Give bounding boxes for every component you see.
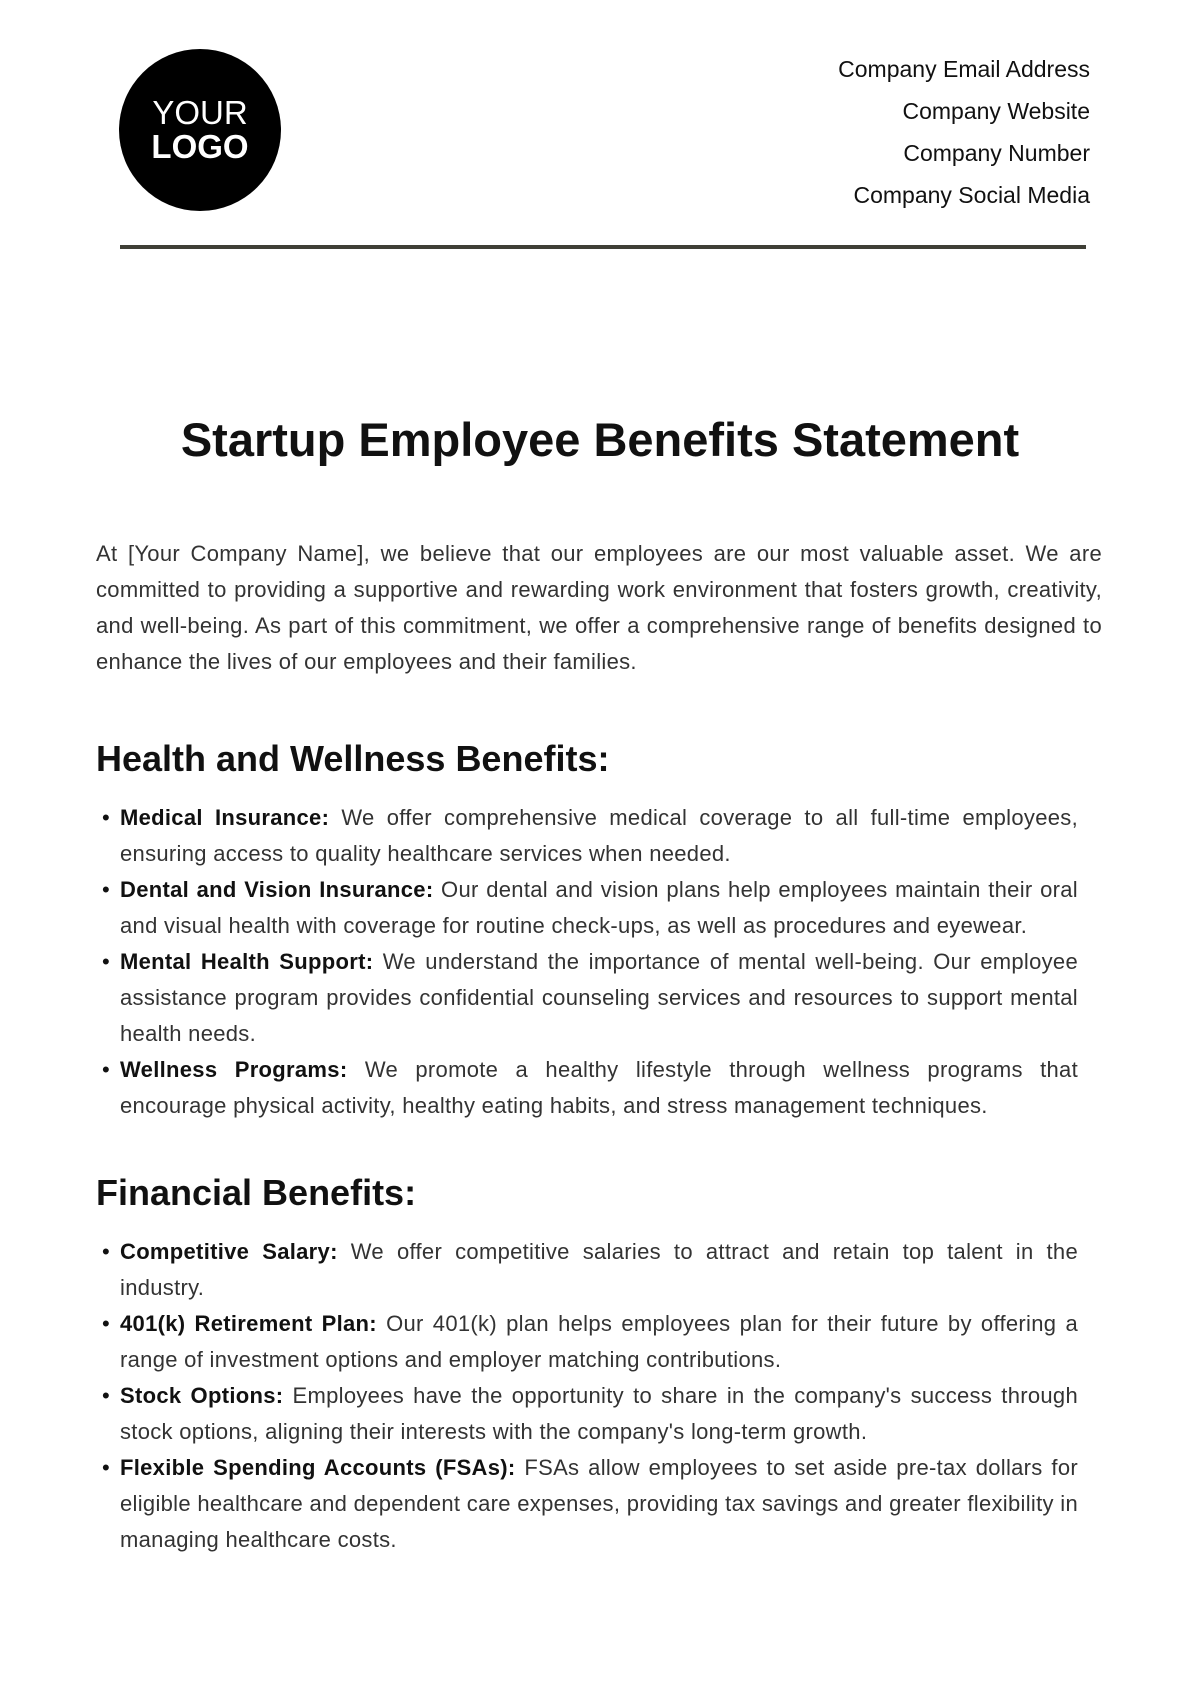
- document-title: Startup Employee Benefits Statement: [180, 413, 1020, 466]
- list-item: [120, 944, 1078, 1052]
- section-heading-financial: Financial Benefits:: [96, 1172, 417, 1213]
- benefit-description: Employees have the opportunity to share in the company's success through stock options, aligning their interests with the company's long-term growth.: [120, 1383, 1078, 1444]
- benefit-label: Medical Insurance:: [120, 805, 330, 830]
- company-website: Company Website: [902, 98, 1090, 124]
- benefit-description: Our dental and vision plans help employees maintain their oral and visual health with coverage for routine check-ups, as well as procedures and eyewear.: [120, 877, 1078, 938]
- section-heading-health: Health and Wellness Benefits:: [96, 738, 610, 779]
- benefit-label: Dental and Vision Insurance:: [120, 877, 434, 902]
- company-social-media: Company Social Media: [853, 182, 1090, 208]
- document-body: [96, 536, 1102, 1558]
- list-item: [120, 1378, 1078, 1450]
- list-item: [120, 800, 1078, 872]
- benefit-label: 401(k) Retirement Plan:: [120, 1311, 377, 1336]
- logo-text-your: YOUR: [152, 94, 248, 131]
- company-contact-block: [838, 53, 1090, 221]
- intro-paragraph: At [Your Company Name], we believe that our employees are our most valuable asset. We are committed to providing a supportive and rewarding work environment that fosters growth, creativity, and well-being. As part of this commitment, we offer a comprehensive range of benefits designed to enhance the lives of our employees and their families.: [96, 541, 1102, 674]
- benefit-description: FSAs allow employees to set aside pre-tax dollars for eligible healthcare and dependent care expenses, providing tax savings and greater flexibility in managing healthcare costs.: [120, 1455, 1079, 1552]
- company-logo: [119, 49, 281, 211]
- benefit-label: Flexible Spending Accounts (FSAs):: [120, 1455, 516, 1480]
- company-email: Company Email Address: [838, 56, 1090, 82]
- benefit-description: Our 401(k) plan helps employees plan for their future by offering a range of investment options and employer matching contributions.: [120, 1311, 1078, 1372]
- benefit-description: We offer competitive salaries to attract and retain top talent in the industry.: [120, 1239, 1078, 1300]
- benefit-label: Competitive Salary:: [120, 1239, 338, 1264]
- benefit-label: Mental Health Support:: [120, 949, 374, 974]
- company-number: Company Number: [903, 140, 1090, 166]
- header-divider: [120, 245, 1086, 249]
- list-item: [120, 872, 1078, 944]
- benefit-description: We understand the importance of mental well-being. Our employee assistance program provides confidential counseling services and resources to support mental health needs.: [120, 949, 1078, 1046]
- benefit-description: We offer comprehensive medical coverage to all full-time employees, ensuring access to quality healthcare services when needed.: [120, 805, 1078, 866]
- health-benefits-list: [96, 800, 1078, 1124]
- list-item: [120, 1234, 1078, 1306]
- benefit-label: Stock Options:: [120, 1383, 284, 1408]
- benefit-label: Wellness Programs:: [120, 1057, 348, 1082]
- list-item: [120, 1052, 1078, 1124]
- list-item: [120, 1450, 1078, 1558]
- list-item: [120, 1306, 1078, 1378]
- financial-benefits-list: [96, 1234, 1078, 1558]
- benefit-description: We promote a healthy lifestyle through wellness programs that encourage physical activity, healthy eating habits, and stress management techniques.: [120, 1057, 1078, 1118]
- logo-text-logo: LOGO: [151, 128, 249, 165]
